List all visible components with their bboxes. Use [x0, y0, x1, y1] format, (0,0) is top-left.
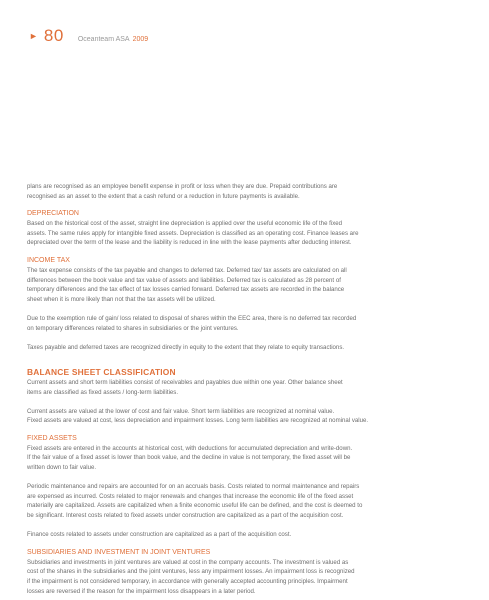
section-heading-fixed-assets: FIXED ASSETS — [27, 434, 77, 442]
paragraph-line: sheet when it is more likely than not that the tax assets will be utilized. — [27, 295, 216, 303]
paragraph-line: on temporary differences related to shares in subsidiaries or the joint ventures. — [27, 324, 239, 332]
paragraph-line: differences between the book value and tax value of assets and liabilities. Deferred tax is calculated as 28 percent of — [27, 276, 341, 284]
section-heading-depreciation: DEPRECIATION — [27, 210, 79, 218]
paragraph-line: recognised as an asset to the extent that a cash refund or a reduction in future payments is available. — [27, 192, 300, 200]
paragraph-line: Due to the exemption rule of gain/ loss related to disposal of shares within the EEC area, there is no deferred tax recorded — [27, 314, 357, 322]
section-heading-income-tax: INCOME TAX — [27, 256, 70, 264]
paragraph-line: Fixed assets are entered in the accounts at historical cost, with deductions for accumulated depreciation and write-down. — [27, 444, 353, 452]
paragraph-line: Periodic maintenance and repairs are accounted for on an accruals basis. Costs related to normal maintenance and repairs — [27, 483, 360, 491]
paragraph-line: Subsidiaries and investments in joint ventures are valued at cost in the company accounts. The investment is valued as — [27, 558, 349, 566]
paragraph-line: Current assets and short term liabilities consist of receivables and payables due within one year. Other balance sheet — [27, 378, 343, 386]
section-heading-subsidiaries: SUBSIDIARIES AND INVESTMENT IN JOINT VENTURES — [27, 548, 211, 556]
report-year: 2009 — [132, 36, 149, 43]
paragraph-line: Finance costs related to assets under construction are capitalized as a part of the acquisition cost. — [27, 531, 292, 539]
page-header — [29, 26, 148, 46]
paragraph-line: items are classified as fixed assets / long-term liabilities. — [27, 388, 179, 396]
company-name: Oceanteam ASA — [77, 36, 130, 43]
section-heading-balance-sheet: BALANCE SHEET CLASSIFICATION — [27, 366, 176, 377]
paragraph-line: Current assets are valued at the lower of cost and fair value. Short term liabilities are recognized at nominal value. — [27, 407, 335, 415]
page-body — [27, 182, 467, 596]
paragraph-line: losses are reversed if the reason for the impairment loss disappears in a later period. — [27, 587, 256, 595]
page-number: 80 — [43, 26, 64, 45]
paragraph-line: If the fair value of a fixed asset is lower than book value, and the decline in value is not temporary, the fixed asset will be — [27, 454, 351, 462]
paragraph-line: Based on the historical cost of the asset, straight line depreciation is applied over the useful economic life of the fixed — [27, 220, 343, 228]
arrow-icon: ► — [29, 31, 38, 41]
paragraph-line: assets. The same rules apply for intangible fixed assets. Depreciation is classified as an operating cost. Finance leases are — [27, 229, 359, 237]
paragraph-line: Fixed assets are valued at cost, less depreciation and impairment losses. Long term liabilities are recognized at nominal value. — [27, 417, 369, 425]
paragraph-line: temporary differences and the tax effect of tax losses carried forward. Deferred tax assets are recorded in the balance — [27, 286, 345, 294]
paragraph-line: The tax expense consists of the tax payable and changes to deferred tax. Deferred tax/ tax assets are calculated on all — [27, 266, 347, 274]
paragraph-line: materially are capitalized. Assets are capitalized when a finite economic useful life can be defined, and the cost is deemed to — [27, 502, 363, 510]
paragraph-line: depreciated over the term of the lease and the liability is reduced in line with the lease payments after deducting interest. — [27, 239, 352, 247]
paragraph-line: Taxes payable and deferred taxes are recognized directly in equity to the extent that they relate to equity transactions. — [27, 343, 345, 351]
paragraph-line: be significant. Interest costs related to fixed assets under construction are capitalized as a part of the acquisition cost. — [27, 512, 344, 520]
paragraph-line: are expensed as incurred. Costs related to major renewals and changes that increase the economic life of the fixed asset — [27, 492, 354, 500]
paragraph-line: cost of the shares in the subsidiaries and the joint ventures, less any impairment losses. An impairment loss is recognized — [27, 568, 355, 576]
paragraph-line: plans are recognised as an employee benefit expense in profit or loss when they are due. Prepaid contributions are — [27, 183, 338, 190]
paragraph-line: if the impairment is not considered temporary, in accordance with generally accepted accounting principles. Impairment — [27, 578, 348, 585]
paragraph-line: written down to fair value. — [27, 464, 97, 472]
